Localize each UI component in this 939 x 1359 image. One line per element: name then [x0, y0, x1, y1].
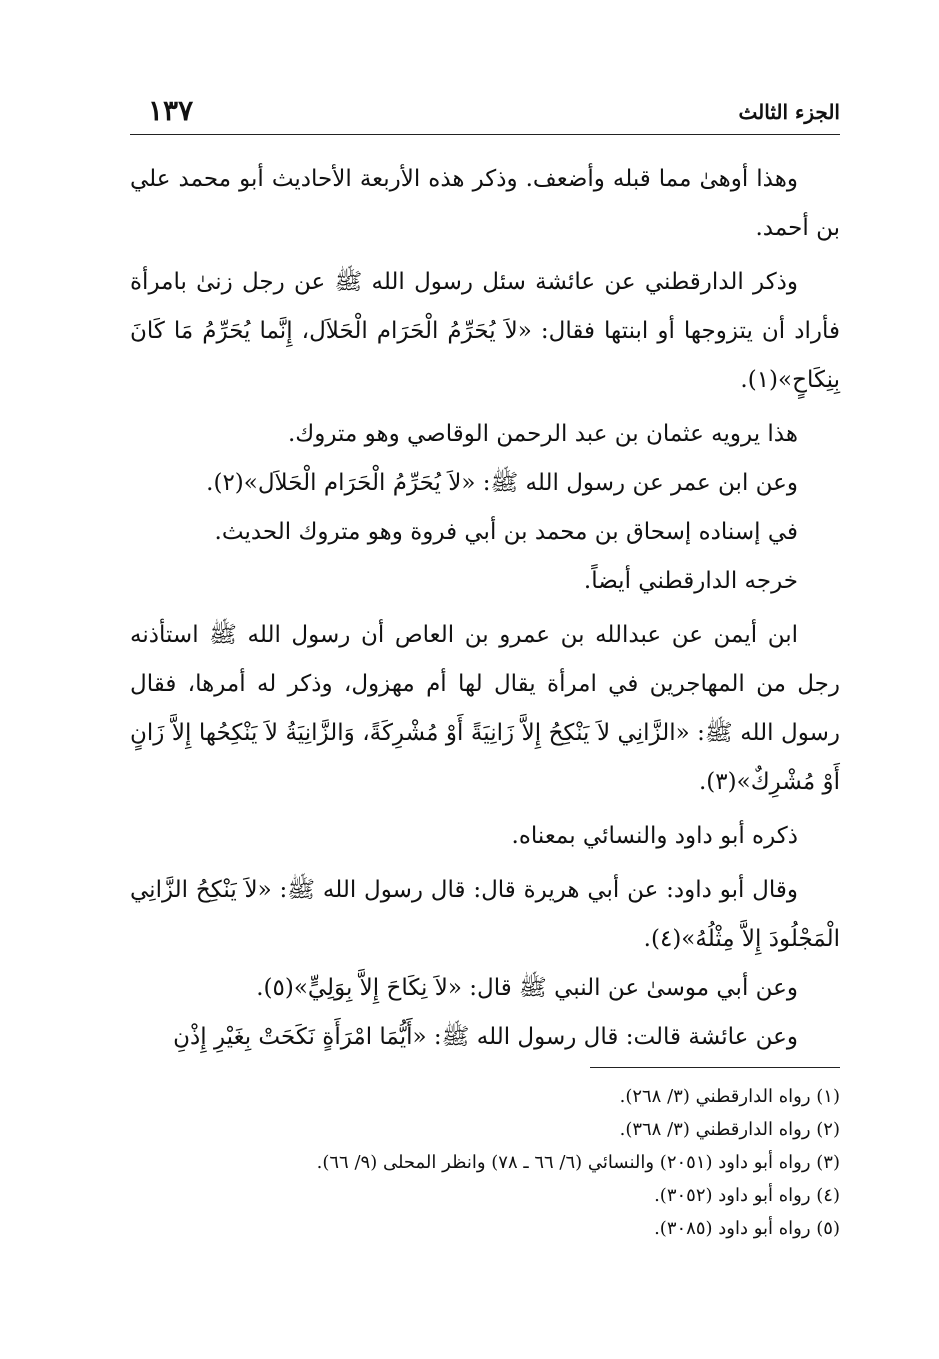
paragraph: خرجه الدارقطني أيضاً.	[583, 568, 798, 594]
footnote: (٤) رواه أبو داود (٣٠٥٢).	[654, 1185, 840, 1206]
paragraph: وقال أبو داود: عن أبي هريرة قال: قال رسول الله ﷺ: «لاَ يَنْكِحُ الزَّانِي الْمَجْلُودَ إِلاَّ مِثْلُهُ»(٤).	[130, 877, 840, 952]
footnotes	[130, 1080, 840, 1245]
paragraph: وعن أبي موسىٰ عن النبي ﷺ قال: «لاَ نِكَاحَ إِلاَّ بِوَلِيٍّ»(٥).	[256, 975, 798, 1001]
paragraph: في إسناده إسحاق بن محمد بن أبي فروة وهو متروك الحديث.	[214, 519, 798, 545]
page-number: ١٣٧	[148, 94, 194, 127]
main-text	[130, 155, 840, 1062]
footnote: (٢) رواه الدارقطني (٣/ ٣٦٨).	[619, 1119, 840, 1140]
footnote-divider	[590, 1067, 840, 1068]
paragraph: ذكره أبو داود والنسائي بمعناه.	[511, 823, 798, 849]
running-title: الجزء الثالث	[738, 100, 840, 124]
footnote: (١) رواه الدارقطني (٣/ ٢٦٨).	[619, 1086, 840, 1107]
footnote: (٥) رواه أبو داود (٣٠٨٥).	[654, 1218, 840, 1239]
paragraph: وهذا أوهىٰ مما قبله وأضعف. وذكر هذه الأربعة الأحاديث أبو محمد علي بن أحمد.	[130, 166, 840, 241]
paragraph: وعن عائشة قالت: قال رسول الله ﷺ: «أَيُّمَا امْرَأَةٍ نَكَحَتْ بِغَيْرِ إِذْنِ	[173, 1024, 798, 1050]
paragraph: وعن ابن عمر عن رسول الله ﷺ: «لاَ يُحَرِّمُ الْحَرَام الْحَلاَل»(٢).	[206, 470, 798, 496]
footnote: (٣) رواه أبو داود (٢٠٥١) والنسائي (٦/ ٦٦ ـ ٧٨) وانظر المحلى (٩/ ٦٦).	[316, 1152, 840, 1173]
paragraph: وذكر الدارقطني عن عائشة سئل رسول الله ﷺ عن رجل زنىٰ بامرأة فأراد أن يتزوجها أو ابنتها فقال: «لاَ يُحَرِّمُ الْحَرَام الْحَلاَل، إِنَّما يُحَرِّمُ مَا كَانَ بِنِكَاحٍ»(١).	[130, 269, 840, 393]
paragraph: ابن أيمن عن عبدالله بن عمرو بن العاص أن رسول الله ﷺ استأذنه رجل من المهاجرين في امرأة يقال لها أم مهزول، وذكر له أمرها، فقال رسول الله ﷺ: «الزَّانِي لاَ يَنْكِحُ إِلاَّ زَانِيَةً أَوْ مُشْرِكَةً، وَالزَّانِيَةُ لاَ يَنْكِحُها إِلاَّ زَانٍ أَوْ مُشْرِكٌ»(٣).	[130, 622, 840, 795]
page-header	[130, 90, 840, 135]
paragraph: هذا يرويه عثمان بن عبد الرحمن الوقاصي وهو متروك.	[287, 421, 798, 447]
